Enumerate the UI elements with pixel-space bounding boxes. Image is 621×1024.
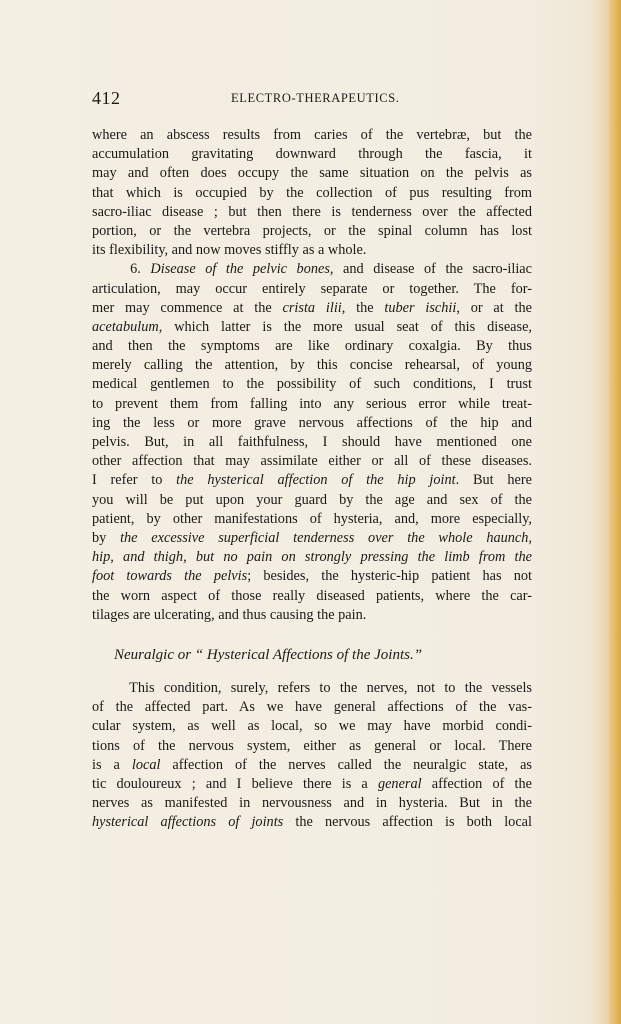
- italic-term: local: [131, 756, 161, 773]
- page-edge: [607, 0, 621, 1024]
- text-line: its flexibility, and now moves stiffly as a whole.: [92, 242, 367, 259]
- text-line: ing the less or more grave nervous affections of the hip and: [92, 414, 532, 431]
- italic-term: tuber ischii: [384, 299, 457, 316]
- text-line: medical gentlemen to the possibility of such conditions, I trust: [92, 376, 532, 393]
- text-line: acetabulum, which latter is the more usual seat of this disease,: [92, 318, 532, 335]
- text-line: is a local affection of the nerves called the neuralgic state, as: [92, 756, 532, 773]
- italic-term: the excessive superficial tenderness over the whole haunch,: [120, 529, 533, 546]
- text-line: tilages are ulcerating, and thus causing the pain.: [92, 606, 367, 623]
- text-line: to prevent them from falling into any serious error while treat-: [92, 395, 532, 412]
- text-line: hysterical affections of joints the nervous affection is both local: [92, 814, 532, 831]
- text-line: other affection that may assimilate either or all of these diseases.: [92, 453, 532, 470]
- italic-term: hip, and thigh, but no pain on strongly pressing the limb from the: [92, 549, 532, 566]
- text-line: [92, 548, 532, 567]
- text-line: merely calling the attention, by this concise rehearsal, of young: [92, 357, 532, 374]
- text-line: This condition, surely, refers to the nerves, not to the vessels: [129, 680, 532, 697]
- italic-term: general: [377, 776, 422, 792]
- italic-term: crista ilii: [282, 299, 342, 316]
- page-number: 412: [92, 88, 121, 108]
- text-line: portion, or the vertebra projects, or the spinal column has lost: [92, 222, 532, 239]
- text-line: I refer to the hysterical affection of the hip joint. But here: [92, 472, 532, 489]
- text-line: 6. Disease of the pelvic bones, and disease of the sacro-iliac: [130, 261, 532, 278]
- text-line: may and often does occupy the same situation on the pelvis as: [92, 165, 532, 182]
- text-line: articulation, may occur entirely separate or together. The for-: [92, 280, 532, 297]
- italic-term: foot towards the pelvis: [92, 568, 248, 585]
- body-text: [92, 126, 532, 833]
- text-line: by the excessive superficial tenderness over the whole haunch,: [92, 529, 533, 546]
- text-line: the worn aspect of those really diseased patients, where the car-: [92, 587, 532, 604]
- text-line: you will be put upon your guard by the age and sex of the: [92, 491, 532, 508]
- text-line: where an abscess results from caries of the vertebræ, but the: [92, 127, 532, 143]
- text-line: tions of the nervous system, either as general or local. There: [92, 737, 532, 754]
- text-line: pelvis. But, in all faithfulness, I should have mentioned one: [92, 434, 532, 450]
- text-line: patient, by other manifestations of hysteria, and, more especially,: [92, 510, 532, 527]
- running-head: ELECTRO-THERAPEUTICS.: [231, 91, 400, 105]
- text-line: accumulation gravitating downward through the fascia, it: [92, 146, 532, 163]
- italic-term: Disease of the pelvic bones: [150, 261, 330, 278]
- italic-term: the hysterical affection of the hip joint: [176, 472, 456, 489]
- italic-term: hysterical affections of joints: [92, 814, 284, 831]
- section-heading: Neuralgic or “ Hysterical Affections of the Joints.”: [114, 646, 423, 663]
- italic-term: acetabulum: [92, 318, 159, 335]
- text-line: foot towards the pelvis; besides, the hysteric-hip patient has not: [92, 568, 532, 585]
- text-line: nerves as manifested in nervousness and in hysteria. But in the: [92, 795, 532, 812]
- text-line: of the affected part. As we have general affections of the vas-: [92, 699, 532, 716]
- text-line: tic douloureux ; and I believe there is a general affection of the: [92, 776, 533, 792]
- text-line: that which is occupied by the collection of pus resulting from: [92, 184, 532, 201]
- page-header: [92, 88, 530, 110]
- text-line: cular system, as well as local, so we may have morbid condi-: [92, 718, 532, 735]
- text-line: sacro-iliac disease ; but then there is tenderness over the affected: [92, 203, 532, 220]
- text-line: and then the symptoms are like ordinary coxalgia. By thus: [92, 338, 532, 355]
- text-line: mer may commence at the crista ilii, the tuber ischii, or at the: [92, 299, 532, 316]
